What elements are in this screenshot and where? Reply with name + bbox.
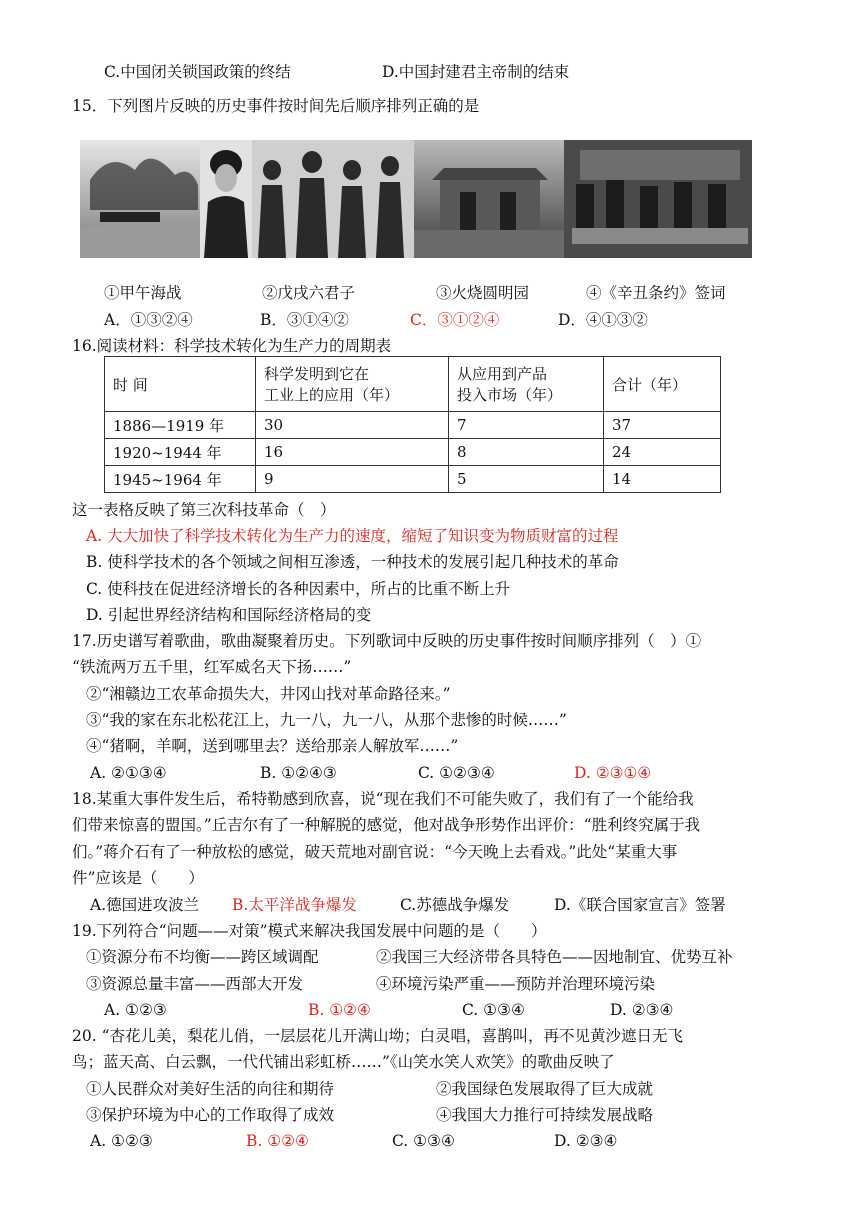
q15-option-c-answer: C．③①②④ <box>410 311 500 329</box>
q18-line-2: 们带来惊喜的盟国。”丘吉尔有了一种解脱的感觉，他对战争形势作出评价：“胜利终究属于我 <box>72 816 701 834</box>
q19-item-2: ②我国三大经济带各具特色——因地制宜、优势互补 <box>376 948 733 966</box>
table-cell: 24 <box>604 439 721 466</box>
table-header-cell: 科学发明到它在 工业上的应用（年） <box>256 357 449 412</box>
q18-option-d: D.《联合国家宣言》签署 <box>554 896 726 914</box>
q20-line-2: 鸟；蓝天高、白云飘，一代代铺出彩虹桥……”《山笑水笑人欢笑》的歌曲反映了 <box>72 1053 615 1071</box>
q20-item-3: ③保护环境为中心的工作取得了成效 <box>86 1106 335 1124</box>
q17-line-4: ③“我的家在东北松花江上，九一八，九一八，从那个悲惨的时候……” <box>86 711 567 729</box>
table-header-cell: 合计（年） <box>604 357 721 412</box>
q15-stem: 15．下列图片反映的历史事件按时间先后顺序排列正确的是 <box>72 97 480 115</box>
q17-line-5: ④“猪啊，羊啊，送到哪里去？送给那亲人解放军……” <box>86 737 459 755</box>
photo-signing <box>564 140 752 258</box>
q17-line-1: 17.历史谱写着歌曲，歌曲凝聚着历史。下列歌词中反映的历史事件按时间顺序排列（ ）① <box>72 632 702 650</box>
photo-portrait <box>200 140 252 258</box>
table-cell: 16 <box>256 439 449 466</box>
table-cell: 1945~1964 年 <box>105 466 256 493</box>
q15-caption-3: ③火烧圆明园 <box>436 284 530 302</box>
q20-option-b-answer: B. ①②④ <box>246 1132 309 1150</box>
q16-stem: 16.阅读材料：科学技术转化为生产力的周期表 <box>72 337 392 355</box>
q15-caption-2: ②戊戌六君子 <box>262 284 356 302</box>
table-cell: 5 <box>449 466 604 493</box>
q19-option-b-answer: B. ①②④ <box>308 1001 371 1019</box>
table-cell: 30 <box>256 412 449 439</box>
q19-item-3: ③资源总量丰富——西部大开发 <box>86 975 304 993</box>
photo-naval-battle <box>80 140 200 258</box>
q17-option-a: A. ②①③④ <box>90 764 167 782</box>
q14-option-c: C.中国闭关锁国政策的终结 <box>104 63 291 81</box>
q17-option-d-answer: D. ②③①④ <box>574 764 652 782</box>
table-header-cell: 时 间 <box>105 357 256 412</box>
q16-option-c: C. 使科技在促进经济增长的各种因素中，所占的比重不断上升 <box>86 580 511 598</box>
q20-item-1: ①人民群众对美好生活的向往和期待 <box>86 1080 335 1098</box>
q16-option-b: B. 使科学技术的各个领域之间相互渗透，一种技术的发展引起几种技术的革命 <box>86 553 619 571</box>
q18-line-3: 们。”蒋介石有了一种放松的感觉，破天荒地对副官说：“今天晚上去看戏。”此处“某重大事 <box>72 843 678 861</box>
q20-item-4: ④我国大力推行可持续发展战略 <box>436 1106 654 1124</box>
q15-photo-strip <box>80 140 752 258</box>
q19-option-a: A. ①②③ <box>104 1001 167 1019</box>
table-cell: 7 <box>449 412 604 439</box>
table-cell: 8 <box>449 439 604 466</box>
q18-option-c: C.苏德战争爆发 <box>400 896 510 914</box>
table-cell: 9 <box>256 466 449 493</box>
photo-ruins <box>414 140 564 258</box>
q17-option-c: C. ①②③④ <box>418 764 495 782</box>
q20-item-2: ②我国绿色发展取得了巨大成就 <box>436 1080 654 1098</box>
q19-option-d: D. ②③④ <box>610 1001 674 1019</box>
q18-option-a: A.德国进攻波兰 <box>90 896 200 914</box>
q16-option-a-answer: A. 大大加快了科学技术转化为生产力的速度，缩短了知识变为物质财富的过程 <box>86 527 619 545</box>
table-row <box>105 412 721 439</box>
q17-line-2: “铁流两万五千里，红军威名天下扬……” <box>72 658 352 676</box>
photo-group <box>252 140 414 258</box>
table-cell: 14 <box>604 466 721 493</box>
table-header-cell: 从应用到产品 投入市场（年） <box>449 357 604 412</box>
q15-option-d: D．④①③② <box>558 311 648 329</box>
q14-option-d: D.中国封建君主帝制的结束 <box>382 63 570 81</box>
q20-line-1: 20. “杏花儿美，梨花儿俏，一层层花儿开满山坳；白灵唱，喜鹊叫，再不见黄沙遮日无飞 <box>72 1027 684 1045</box>
q20-option-d: D. ②③④ <box>554 1132 618 1150</box>
table-row <box>105 439 721 466</box>
historical-photos <box>80 140 752 258</box>
q18-option-b-answer: B.太平洋战争爆发 <box>232 896 357 914</box>
q20-option-c: C. ①③④ <box>392 1132 455 1150</box>
q19-option-c: C. ①③④ <box>462 1001 525 1019</box>
q17-line-3: ②“湘赣边工农革命损失大，井冈山找对革命路径来。” <box>86 685 451 703</box>
q19-stem: 19.下列符合“问题——对策”模式来解决我国发展中问题的是（ ） <box>72 922 547 940</box>
q16-table <box>104 356 721 493</box>
table-cell: 37 <box>604 412 721 439</box>
q15-caption-1: ①甲午海战 <box>104 284 182 302</box>
q18-line-4: 件”应该是（ ） <box>72 869 204 887</box>
q15-option-a: A．①③②④ <box>104 311 193 329</box>
table-cell: 1920~1944 年 <box>105 439 256 466</box>
q18-line-1: 18.某重大事件发生后，希特勒感到欣喜，说“现在我们不可能失败了，我们有了一个能给我 <box>72 790 694 808</box>
q16-question: 这一表格反映了第三次科技革命（ ） <box>72 501 336 519</box>
q19-item-4: ④环境污染严重——预防并治理环境污染 <box>376 975 656 993</box>
table-row <box>105 466 721 493</box>
q20-option-a: A. ①②③ <box>90 1132 153 1150</box>
q19-item-1: ①资源分布不均衡——跨区域调配 <box>86 948 319 966</box>
table-header-row <box>105 357 721 412</box>
q17-option-b: B. ①②④③ <box>260 764 337 782</box>
q15-caption-4: ④《辛丑条约》签词 <box>586 284 726 302</box>
table-cell: 1886—1919 年 <box>105 412 256 439</box>
q15-option-b: B．③①④② <box>260 311 349 329</box>
q16-option-d: D. 引起世界经济结构和国际经济格局的变 <box>86 606 372 624</box>
